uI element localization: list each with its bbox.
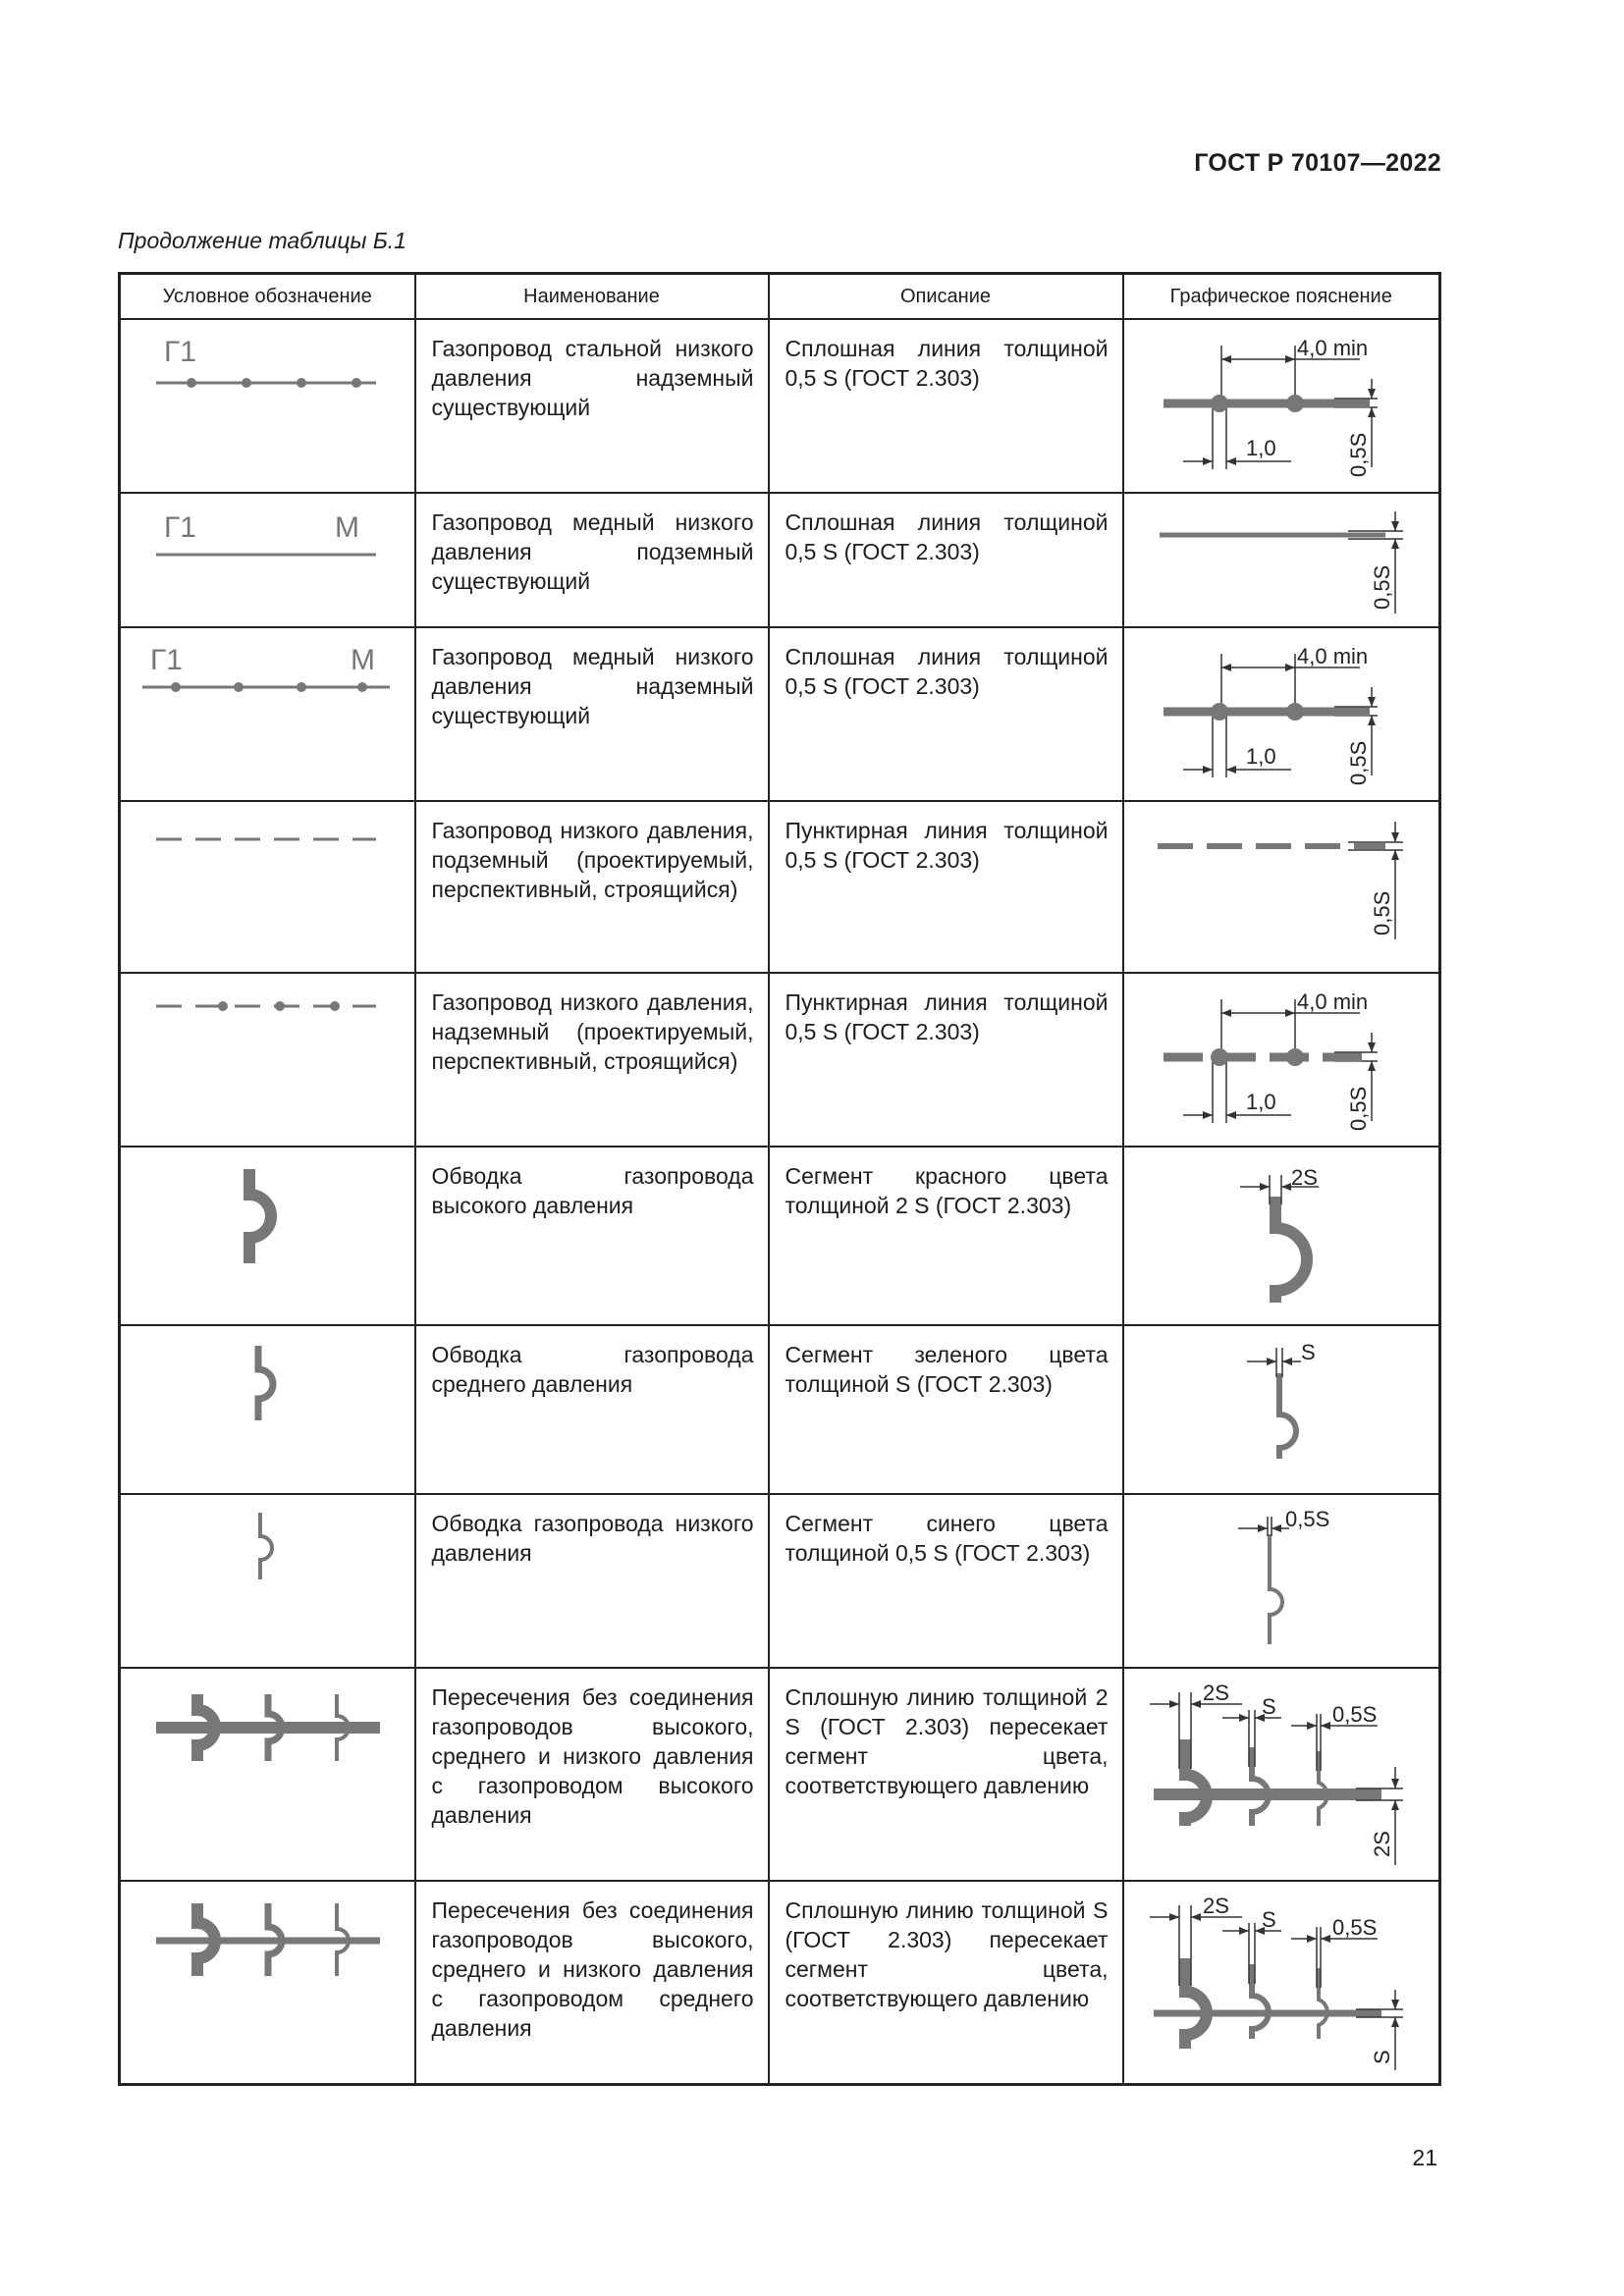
description-cell: Сегмент зеленого цвета толщиной S (ГОСТ 2.303) bbox=[769, 1325, 1123, 1494]
graphic-cell bbox=[1123, 801, 1440, 973]
name-cell: Обводка газопровода среднего давления bbox=[415, 1325, 769, 1494]
dimension-drawing bbox=[1124, 1148, 1439, 1324]
graphic-cell bbox=[1123, 1147, 1440, 1325]
dimension-drawing bbox=[1124, 1495, 1439, 1667]
table-row bbox=[120, 1668, 1440, 1881]
symbols-table bbox=[118, 272, 1441, 2086]
graphic-cell bbox=[1123, 1494, 1440, 1668]
page-number: 21 bbox=[1412, 2145, 1437, 2170]
dim-label: 2S bbox=[1369, 1831, 1394, 1857]
symbol-label: Г1 bbox=[164, 511, 196, 544]
dim-label: 2S bbox=[1290, 1165, 1318, 1190]
dimension-drawing bbox=[1124, 974, 1439, 1146]
description-cell: Сплошную линию толщиной 2 S (ГОСТ 2.303) пересекает сегмент цвета, соответствующего давлению bbox=[769, 1668, 1123, 1881]
dimension-drawing bbox=[1124, 494, 1439, 626]
high-pressure-segment-icon bbox=[121, 1148, 414, 1324]
symbol-cell bbox=[120, 1147, 415, 1325]
dim-label: 2S bbox=[1202, 1894, 1229, 1918]
symbol-line-dots bbox=[121, 628, 414, 800]
dimension-drawing bbox=[1124, 628, 1439, 800]
description-cell: Пунктирная линия толщиной 0,5 S (ГОСТ 2.303) bbox=[769, 973, 1123, 1147]
dim-label: 0,5S bbox=[1369, 564, 1394, 610]
symbol-cell bbox=[120, 627, 415, 801]
dim-label: S bbox=[1300, 1340, 1316, 1364]
name-cell: Обводка газопровода высокого давления bbox=[415, 1147, 769, 1325]
description-cell: Сплошную линию толщиной S (ГОСТ 2.303) пересекает сегмент цвета, соответствующего давлению bbox=[769, 1881, 1123, 2085]
symbol-cell bbox=[120, 801, 415, 973]
symbol-cell bbox=[120, 319, 415, 493]
description-cell: Сегмент синего цвета толщиной 0,5 S (ГОСТ 2.303) bbox=[769, 1494, 1123, 1668]
low-pressure-segment-icon bbox=[121, 1495, 414, 1667]
table-row bbox=[120, 973, 1440, 1147]
graphic-cell bbox=[1123, 319, 1440, 493]
name-cell: Газопровод низкого давления, подземный (проектируемый, перспективный, строящийся) bbox=[415, 801, 769, 973]
column-header: Описание bbox=[769, 274, 1123, 320]
dim-label: 1,0 bbox=[1245, 744, 1276, 769]
dim-label: 0,5S bbox=[1345, 432, 1371, 477]
name-cell: Газопровод медный низкого давления надземный существующий bbox=[415, 627, 769, 801]
graphic-cell bbox=[1123, 627, 1440, 801]
symbol-label: Г1 bbox=[150, 644, 183, 676]
table-row bbox=[120, 1881, 1440, 2085]
dim-label: 1,0 bbox=[1245, 1090, 1276, 1114]
symbol-line-dots bbox=[121, 320, 414, 492]
table-row bbox=[120, 493, 1440, 627]
symbol-cell bbox=[120, 1325, 415, 1494]
symbol-label: М bbox=[335, 511, 359, 544]
table-caption: Продолжение таблицы Б.1 bbox=[118, 228, 406, 253]
dim-label: S bbox=[1261, 1694, 1276, 1719]
dim-label: 0,5S bbox=[1345, 1086, 1371, 1131]
graphic-cell bbox=[1123, 1325, 1440, 1494]
dim-label: 4,0 min bbox=[1296, 336, 1368, 360]
column-header: Условное обозначение bbox=[120, 274, 415, 320]
dimension-drawing bbox=[1124, 1669, 1439, 1880]
table-row bbox=[120, 1147, 1440, 1325]
dimension-drawing bbox=[1124, 1326, 1439, 1493]
symbol-line-dashed-dots bbox=[121, 974, 414, 1146]
description-cell: Сегмент красного цвета толщиной 2 S (ГОСТ 2.303) bbox=[769, 1147, 1123, 1325]
medium-pressure-segment-icon bbox=[121, 1326, 414, 1493]
column-header: Графическое пояснение bbox=[1123, 274, 1440, 320]
description-cell: Пунктирная линия толщиной 0,5 S (ГОСТ 2.303) bbox=[769, 801, 1123, 973]
symbol-line-dashed bbox=[121, 802, 414, 949]
graphic-cell bbox=[1123, 1668, 1440, 1881]
dimension-drawing bbox=[1124, 320, 1439, 492]
column-header: Наименование bbox=[415, 274, 769, 320]
table-row bbox=[120, 319, 1440, 493]
dim-label: 0,5S bbox=[1331, 1702, 1377, 1727]
dimension-drawing bbox=[1124, 1882, 1439, 2083]
symbol-cell bbox=[120, 493, 415, 627]
dim-label: 0,5S bbox=[1284, 1507, 1329, 1531]
table-row bbox=[120, 1325, 1440, 1494]
dim-label: 0,5S bbox=[1369, 890, 1394, 935]
symbol-label: Г1 bbox=[164, 336, 196, 368]
name-cell: Газопровод медный низкого давления подземный существующий bbox=[415, 493, 769, 627]
symbol-line-solid bbox=[121, 494, 414, 626]
dim-label: 0,5S bbox=[1345, 740, 1371, 785]
symbol-cell bbox=[120, 1668, 415, 1881]
table-row bbox=[120, 1494, 1440, 1668]
name-cell: Пересечения без соединения газопроводов высокого, среднего и низкого давления с газопроводом среднего давления bbox=[415, 1881, 769, 2085]
document-id: ГОСТ Р 70107—2022 bbox=[1194, 149, 1441, 177]
description-cell: Сплошная линия толщиной 0,5 S (ГОСТ 2.303) bbox=[769, 493, 1123, 627]
table-row bbox=[120, 801, 1440, 973]
dim-label: 4,0 min bbox=[1296, 644, 1368, 668]
symbol-cell bbox=[120, 1494, 415, 1668]
graphic-cell bbox=[1123, 973, 1440, 1147]
dim-label: S bbox=[1261, 1907, 1276, 1932]
name-cell: Газопровод стальной низкого давления надземный существующий bbox=[415, 319, 769, 493]
symbol-label: М bbox=[351, 644, 375, 676]
dim-label: S bbox=[1369, 2050, 1394, 2064]
description-cell: Сплошная линия толщиной 0,5 S (ГОСТ 2.303) bbox=[769, 627, 1123, 801]
description-cell: Сплошная линия толщиной 0,5 S (ГОСТ 2.303) bbox=[769, 319, 1123, 493]
crossings-high-pipeline-icon bbox=[121, 1669, 414, 1880]
dimension-drawing bbox=[1124, 802, 1439, 949]
name-cell: Газопровод низкого давления, надземный (проектируемый, перспективный, строящийся) bbox=[415, 973, 769, 1147]
dim-label: 0,5S bbox=[1331, 1915, 1377, 1940]
table-header-row bbox=[120, 274, 1440, 320]
name-cell: Обводка газопровода низкого давления bbox=[415, 1494, 769, 1668]
dim-label: 4,0 min bbox=[1296, 989, 1368, 1014]
graphic-cell bbox=[1123, 493, 1440, 627]
dim-label: 2S bbox=[1202, 1681, 1229, 1705]
symbol-cell bbox=[120, 973, 415, 1147]
symbol-cell bbox=[120, 1881, 415, 2085]
dim-label: 1,0 bbox=[1245, 436, 1276, 460]
table-row bbox=[120, 627, 1440, 801]
graphic-cell bbox=[1123, 1881, 1440, 2085]
crossings-medium-pipeline-icon bbox=[121, 1882, 414, 2083]
name-cell: Пересечения без соединения газопроводов высокого, среднего и низкого давления с газопроводом высокого давления bbox=[415, 1668, 769, 1881]
